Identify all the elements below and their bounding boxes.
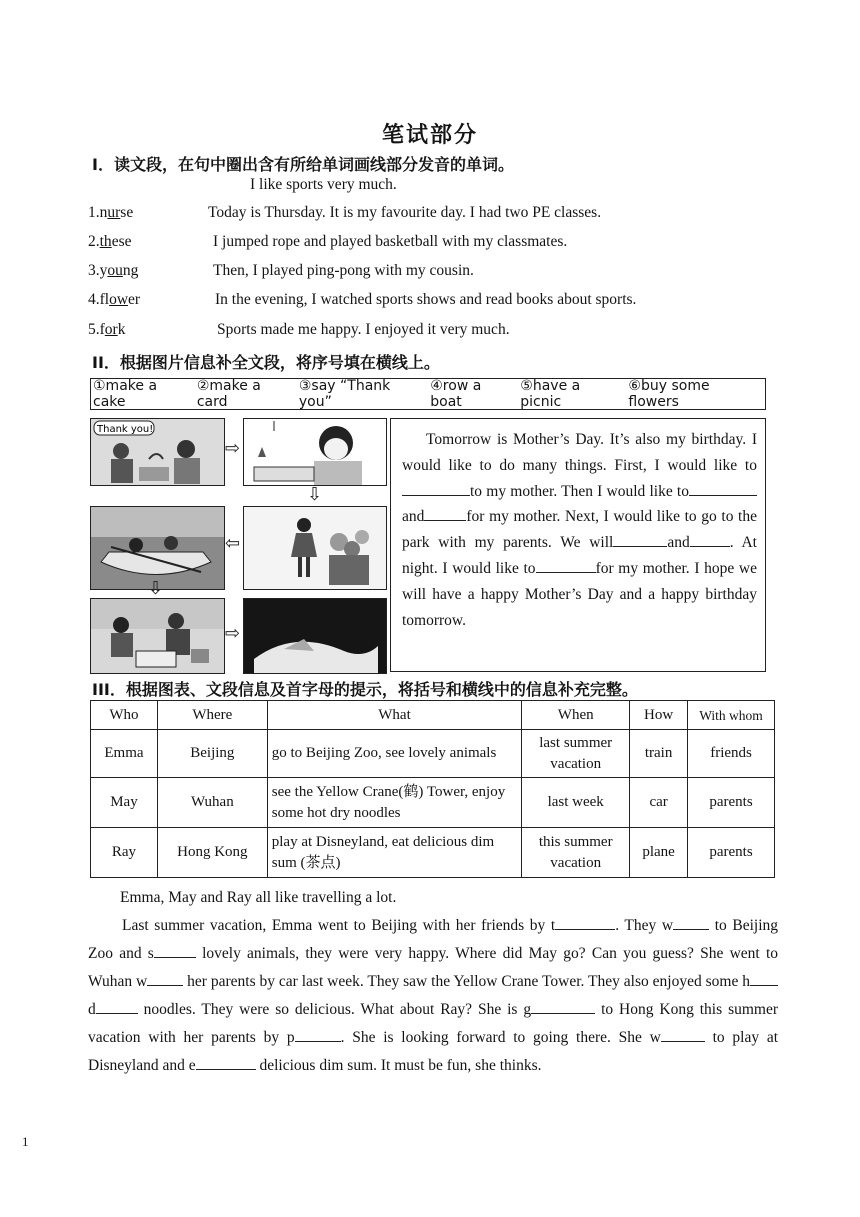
table-cell: parents	[688, 778, 775, 828]
header-who: Who	[91, 701, 158, 730]
picture-thank-you	[90, 418, 225, 486]
blank-g[interactable]	[531, 1000, 595, 1014]
table-row	[91, 828, 775, 878]
table-cell: play at Disneyland, eat delicious dim sum (茶点)	[267, 828, 522, 878]
blank-1[interactable]	[402, 481, 470, 496]
arrow-down-icon: ⇩	[307, 484, 323, 505]
story-box: Tomorrow is Mother’s Day. It’s also my birthday. I would like to do many things. First, I would like toto my mother. Then I would like toand for my mother. Next, I would like to go to the park with my parents. We will and . At night. I would like to for my mother. I hope we will have a happy Mother’s Day and a happy birthday tomorrow.	[390, 418, 766, 672]
table-cell: Ray	[91, 828, 158, 878]
table-cell: Hong Kong	[157, 828, 267, 878]
table-cell: friends	[688, 730, 775, 778]
blank-6[interactable]	[536, 558, 596, 573]
blank-3[interactable]	[424, 506, 466, 521]
arrow-left-icon: ⇦	[225, 533, 241, 554]
word-3: 3.young	[88, 262, 139, 279]
table-cell: last summer vacation	[522, 730, 630, 778]
section3-heading: III．根据图表、文段信息及首字母的提示，将括号和横线中的信息补充完整。	[92, 680, 638, 699]
blank-w1[interactable]	[673, 916, 709, 930]
table-cell: train	[630, 730, 688, 778]
table-cell: this summer vacation	[522, 828, 630, 878]
header-with-whom: With whom	[688, 701, 775, 730]
option-5: ⑤have a picnic	[520, 378, 581, 410]
sentence-4: In the evening, I watched sports shows and read books about sports.	[215, 291, 637, 308]
blank-2[interactable]	[689, 481, 757, 496]
table-cell: go to Beijing Zoo, see lovely animals	[267, 730, 522, 778]
sentence-5: Sports made me happy. I enjoyed it very much.	[217, 321, 510, 338]
table-cell: Beijing	[157, 730, 267, 778]
page-mark: 1	[22, 1134, 29, 1149]
arrow-right-icon: ⇨	[225, 438, 241, 459]
option-3: ③say “Thank you”	[298, 378, 391, 410]
option-6: ⑥buy some flowers	[628, 378, 710, 410]
table-cell: Emma	[91, 730, 158, 778]
option-4: ④row a boat	[430, 378, 482, 410]
word-1: 1.nurse	[88, 204, 134, 221]
bubble-text: Thank you!	[97, 424, 154, 435]
table-cell: plane	[630, 828, 688, 878]
page-title: 笔试部分	[381, 122, 478, 147]
section1-intro: I like sports very much.	[250, 176, 397, 193]
section1-heading: I．读文段，在句中圈出含有所给单词画线部分发音的单词。	[92, 155, 514, 174]
picture-make-card	[243, 418, 387, 486]
blank-p[interactable]	[295, 1028, 341, 1042]
table-cell: May	[91, 778, 158, 828]
blank-5[interactable]	[690, 532, 730, 547]
header-when: When	[522, 701, 630, 730]
section2-heading: II．根据图片信息补全文段，将序号填在横线上。	[92, 353, 440, 372]
blank-w2[interactable]	[147, 972, 183, 986]
option-1: ①make a cake	[93, 378, 158, 410]
options-box	[90, 378, 766, 410]
table-cell: parents	[688, 828, 775, 878]
word-4: 4.flower	[88, 291, 141, 308]
option-2: ②make a card	[196, 378, 261, 410]
picture-buy-flowers	[243, 506, 387, 590]
word-5: 5.fork	[88, 321, 126, 338]
table-row	[91, 730, 775, 778]
header-where: Where	[157, 701, 267, 730]
travel-table	[90, 700, 775, 878]
table-cell: see the Yellow Crane(鹤) Tower, enjoy some hot dry noodles	[267, 778, 522, 828]
arrow-down-icon: ⇩	[148, 578, 164, 599]
word-2: 2.these	[88, 233, 132, 250]
section3-passage: Last summer vacation, Emma went to Beijing with her friends by t . They w to Beijing Zoo and s lovely animals, they were very happy. Where did May go? Can you guess? She went to Wuhan w her parents by car last week. They saw the Yellow Crane Tower. They also enjoyed some h d noodles. They were so delicious. What about Ray? She is g to Hong Kong this summer vacation with her parents by p . She is looking forward to going there. She w to play at Disneyland and e delicious dim sum. It must be fun, she thinks.	[88, 917, 779, 1074]
sentence-1: Today is Thursday. It is my favourite day. I had two PE classes.	[208, 204, 602, 221]
blank-4[interactable]	[613, 532, 667, 547]
picture-grid	[90, 418, 386, 672]
arrow-right-icon: ⇨	[225, 623, 241, 644]
sentence-3: Then, I played ping-pong with my cousin.	[213, 262, 474, 279]
sentence-2: I jumped rope and played basketball with my classmates.	[213, 233, 568, 250]
blank-e[interactable]	[196, 1056, 256, 1070]
blank-h[interactable]	[750, 972, 778, 986]
table-header-row	[91, 701, 775, 730]
header-how: How	[630, 701, 688, 730]
section3-intro: Emma, May and Ray all like travelling a lot.	[120, 889, 397, 906]
header-what: What	[267, 701, 522, 730]
blank-d[interactable]	[96, 1000, 138, 1014]
picture-make-cake	[243, 598, 387, 674]
table-cell: car	[630, 778, 688, 828]
table-row	[91, 778, 775, 828]
table-cell: Wuhan	[157, 778, 267, 828]
picture-picnic	[90, 598, 225, 674]
blank-s[interactable]	[154, 944, 196, 958]
table-cell: last week	[522, 778, 630, 828]
blank-w3[interactable]	[661, 1028, 705, 1042]
blank-t[interactable]	[555, 916, 615, 930]
